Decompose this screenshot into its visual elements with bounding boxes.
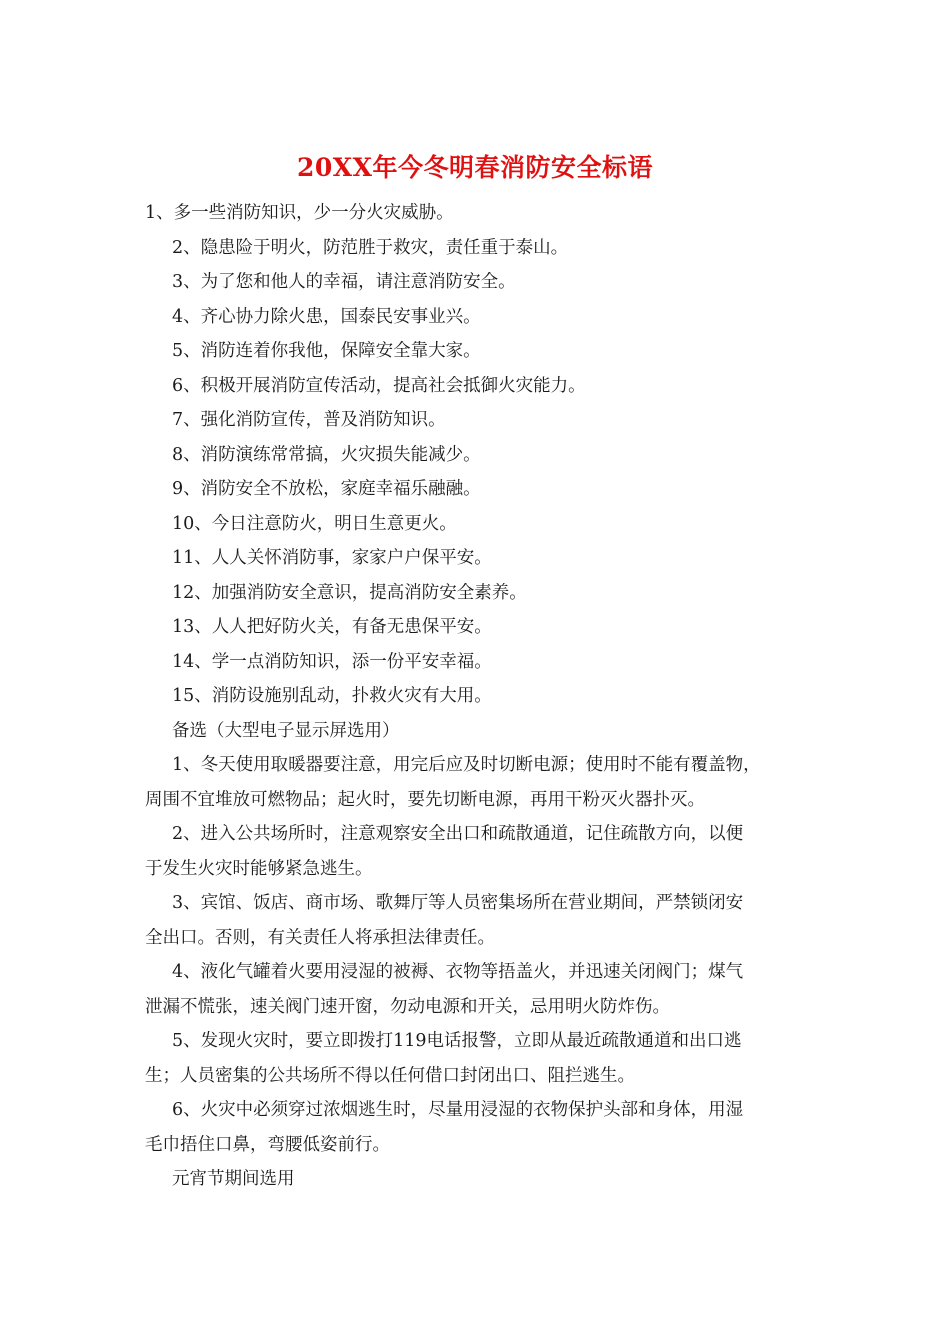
alt-item-line: 周围不宜堆放可燃物品；起火时，要先切断电源，再用干粉灭火器扑灭。 [145, 789, 705, 810]
slogan-item: 5、消防连着你我他，保障安全靠大家。 [172, 341, 481, 361]
slogan-item: 10、今日注意防火，明日生意更火。 [172, 513, 457, 534]
alt-item-line: 毛巾捂住口鼻，弯腰低姿前行。 [145, 1134, 390, 1155]
document-title: 20XX年今冬明春消防安全标语 [296, 153, 654, 182]
alt-item-line: 于发生火灾时能够紧急逃生。 [145, 858, 373, 879]
slogan-item: 7、强化消防宣传，普及消防知识。 [172, 410, 446, 430]
slogan-item: 12、加强消防安全意识，提高消防安全素养。 [172, 582, 527, 603]
alt-item-line: 6、火灾中必须穿过浓烟逃生时，尽量用浸湿的衣物保护头部和身体，用湿 [172, 1100, 744, 1120]
slogan-item: 8、消防演练常常搞，火灾损失能减少。 [172, 444, 481, 465]
alt-item [145, 748, 805, 817]
slogan-item: 6、积极开展消防宣传活动，提高社会抵御火灾能力。 [172, 375, 586, 396]
alt-item-line: 5、发现火灾时，要立即拨打119电话报警，立即从最近疏散通道和出口逃 [172, 1031, 742, 1051]
slogan-item: 13、人人把好防火关，有备无患保平安。 [172, 617, 492, 637]
lantern-section-heading: 元宵节期间选用 [172, 1169, 295, 1189]
alt-item-line: 全出口。否则，有关责任人将承担法律责任。 [145, 927, 495, 948]
alt-item-line: 1、冬天使用取暖器要注意，用完后应及时切断电源；使用时不能有覆盖物， [172, 755, 761, 775]
alt-item-line: 2、进入公共场所时，注意观察安全出口和疏散通道，记住疏散方向，以便 [172, 824, 744, 844]
alt-item-line: 3、宾馆、饭店、商市场、歌舞厅等人员密集场所在营业期间，严禁锁闭安 [172, 893, 744, 913]
document-body [145, 196, 805, 1197]
slogan-item: 3、为了您和他人的幸福，请注意消防安全。 [172, 272, 516, 292]
alt-section-heading: 备选（大型电子显示屏选用） [172, 720, 400, 741]
slogan-item: 11、人人关怀消防事，家家户户保平安。 [172, 548, 492, 568]
alt-item [145, 817, 805, 886]
slogan-item: 1、多一些消防知识，少一分火灾威胁。 [145, 203, 454, 223]
slogan-item: 4、齐心协力除火患，国泰民安事业兴。 [172, 306, 481, 327]
alt-item [145, 886, 805, 955]
alt-item [145, 955, 805, 1024]
slogan-item: 9、消防安全不放松，家庭幸福乐融融。 [172, 479, 481, 499]
slogan-item: 2、隐患险于明火，防范胜于救灾，责任重于泰山。 [172, 237, 569, 258]
alt-item-line: 生；人员密集的公共场所不得以任何借口封闭出口、阻拦逃生。 [145, 1065, 635, 1086]
slogan-item: 14、学一点消防知识，添一份平安幸福。 [172, 651, 492, 672]
alt-item-line: 4、液化气罐着火要用浸湿的被褥、衣物等捂盖火，并迅速关闭阀门；煤气 [172, 962, 744, 982]
alt-item [145, 1024, 805, 1093]
alt-item-line: 泄漏不慌张，速关阀门速开窗，勿动电源和开关，忌用明火防炸伤。 [145, 996, 670, 1017]
alt-item [145, 1093, 805, 1162]
slogan-item: 15、消防设施别乱动，扑救火灾有大用。 [172, 686, 492, 706]
